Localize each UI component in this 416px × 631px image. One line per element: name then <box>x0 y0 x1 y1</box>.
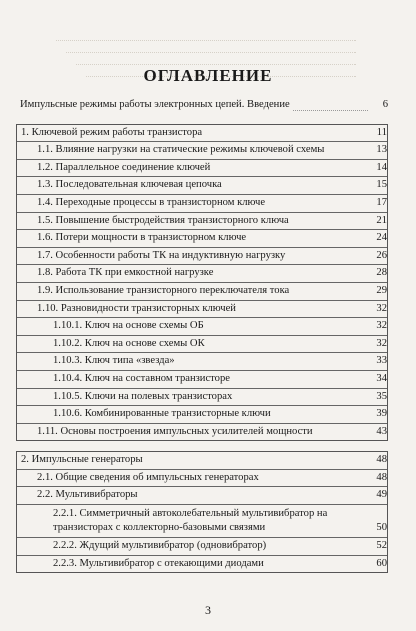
toc-entry[interactable] <box>17 213 387 231</box>
toc-entry-page: 15 <box>367 177 387 194</box>
section-2-block <box>16 451 388 573</box>
toc-subentry[interactable] <box>17 336 387 354</box>
toc-entry-text: 1.8. Работа ТК при емкостной нагрузке <box>17 265 215 282</box>
toc-entry[interactable] <box>17 265 387 283</box>
toc-entry[interactable] <box>17 230 387 248</box>
toc-entry-page: 14 <box>367 160 387 177</box>
toc-entry-text: Импульсные режимы работы электронных цепей. Введение <box>16 97 292 114</box>
toc-entry-page: 60 <box>367 556 387 573</box>
toc-entry-page: 24 <box>367 230 387 247</box>
toc-entry[interactable] <box>17 470 387 488</box>
toc-entry[interactable] <box>17 248 387 266</box>
toc-entry[interactable] <box>17 301 387 319</box>
toc-entry-text: 1.11. Основы построения импульсных усилителей мощности <box>17 424 315 441</box>
toc-subentry[interactable] <box>17 538 387 556</box>
page-title: ОГЛАВЛЕНИЕ <box>143 66 273 85</box>
toc-entry-page: 29 <box>367 283 387 300</box>
toc-entry-text: 1.10.6. Комбинированные транзисторные ключи <box>17 406 273 423</box>
section-1-block <box>16 124 388 442</box>
toc-entry-text: 1.10.5. Ключи на полевых транзисторах <box>17 389 234 406</box>
toc-subentry[interactable] <box>17 318 387 336</box>
toc-entry-page: 6 <box>368 97 388 114</box>
toc-entry-page: 48 <box>367 470 387 487</box>
toc-entry-section-2[interactable] <box>17 452 387 470</box>
toc-entry-page: 39 <box>367 406 387 423</box>
toc-entry-section-1[interactable] <box>17 125 387 143</box>
toc-entry-text: 1.3. Последовательная ключевая цепочка <box>17 177 224 194</box>
toc-entry-text: 1.10.1. Ключ на основе схемы ОБ <box>17 318 206 335</box>
toc-entry-page: 35 <box>367 389 387 406</box>
toc-entry-page: 26 <box>367 248 387 265</box>
toc-subentry[interactable] <box>17 556 387 573</box>
toc-entry[interactable] <box>17 177 387 195</box>
toc-entry[interactable] <box>17 487 387 505</box>
toc-entry-text: 2.2.1. Симметричный автоколебательный мультивибратор на транзисторах с коллекторно-базовыми связями <box>17 507 355 537</box>
toc-entry-page: 48 <box>367 452 387 469</box>
toc-entry-page: 32 <box>367 336 387 353</box>
toc-entry-page: 34 <box>367 371 387 388</box>
toc-entry-page: 50 <box>367 520 387 537</box>
toc-entry-text: 1.7. Особенности работы ТК на индуктивную нагрузку <box>17 248 287 265</box>
toc-entry-page: 32 <box>367 318 387 335</box>
toc-entry[interactable] <box>17 283 387 301</box>
toc-entry[interactable] <box>17 142 387 160</box>
toc-entry-text: 2.2.3. Мультивибратор с отекающими диодами <box>17 556 266 573</box>
toc-entry-page: 43 <box>367 424 387 441</box>
toc-entry[interactable] <box>17 195 387 213</box>
toc-subentry[interactable] <box>17 371 387 389</box>
toc-entry-text: 1.10.2. Ключ на основе схемы ОК <box>17 336 207 353</box>
toc-entry[interactable] <box>17 160 387 178</box>
toc-entry-page: 49 <box>367 487 387 504</box>
toc-entry-intro[interactable] <box>16 97 388 114</box>
toc-entry[interactable] <box>17 424 387 441</box>
table-of-contents <box>16 97 388 573</box>
toc-entry-page: 21 <box>367 213 387 230</box>
toc-entry-text: 1.1. Влияние нагрузки на статические режимы ключевой схемы <box>17 142 326 159</box>
toc-entry-text: 2.2. Мультивибраторы <box>17 487 140 504</box>
toc-entry-text: 1.10.4. Ключ на составном транзисторе <box>17 371 232 388</box>
toc-entry-text: 2. Импульсные генераторы <box>17 452 145 469</box>
toc-entry-text: 2.2.2. Ждущий мультивибратор (одновибратор) <box>17 538 268 555</box>
toc-entry-text: 1.10.3. Ключ типа «звезда» <box>17 353 177 370</box>
toc-entry-page: 17 <box>367 195 387 212</box>
toc-entry-text: 2.1. Общие сведения об импульсных генераторах <box>17 470 261 487</box>
toc-entry-text: 1.2. Параллельное соединение ключей <box>17 160 212 177</box>
toc-subentry[interactable] <box>17 353 387 371</box>
toc-subentry[interactable] <box>17 505 387 538</box>
toc-entry-text: 1.9. Использование транзисторного переключателя тока <box>17 283 291 300</box>
toc-entry-page: 33 <box>367 353 387 370</box>
page-number: 3 <box>205 603 211 617</box>
toc-entry-page: 32 <box>367 301 387 318</box>
toc-subentry[interactable] <box>17 389 387 407</box>
toc-entry-text: 1. Ключевой режим работы транзистора <box>17 125 204 142</box>
toc-entry-text: 1.4. Переходные процессы в транзисторном ключе <box>17 195 267 212</box>
toc-subentry[interactable] <box>17 406 387 424</box>
toc-entry-page: 11 <box>367 125 387 142</box>
toc-entry-page: 28 <box>367 265 387 282</box>
toc-entry-page: 13 <box>367 142 387 159</box>
toc-entry-text: 1.10. Разновидности транзисторных ключей <box>17 301 238 318</box>
toc-entry-text: 1.6. Потери мощности в транзисторном ключе <box>17 230 248 247</box>
toc-entry-text: 1.5. Повышение быстродействия транзисторного ключа <box>17 213 291 230</box>
toc-entry-page: 52 <box>367 538 387 555</box>
